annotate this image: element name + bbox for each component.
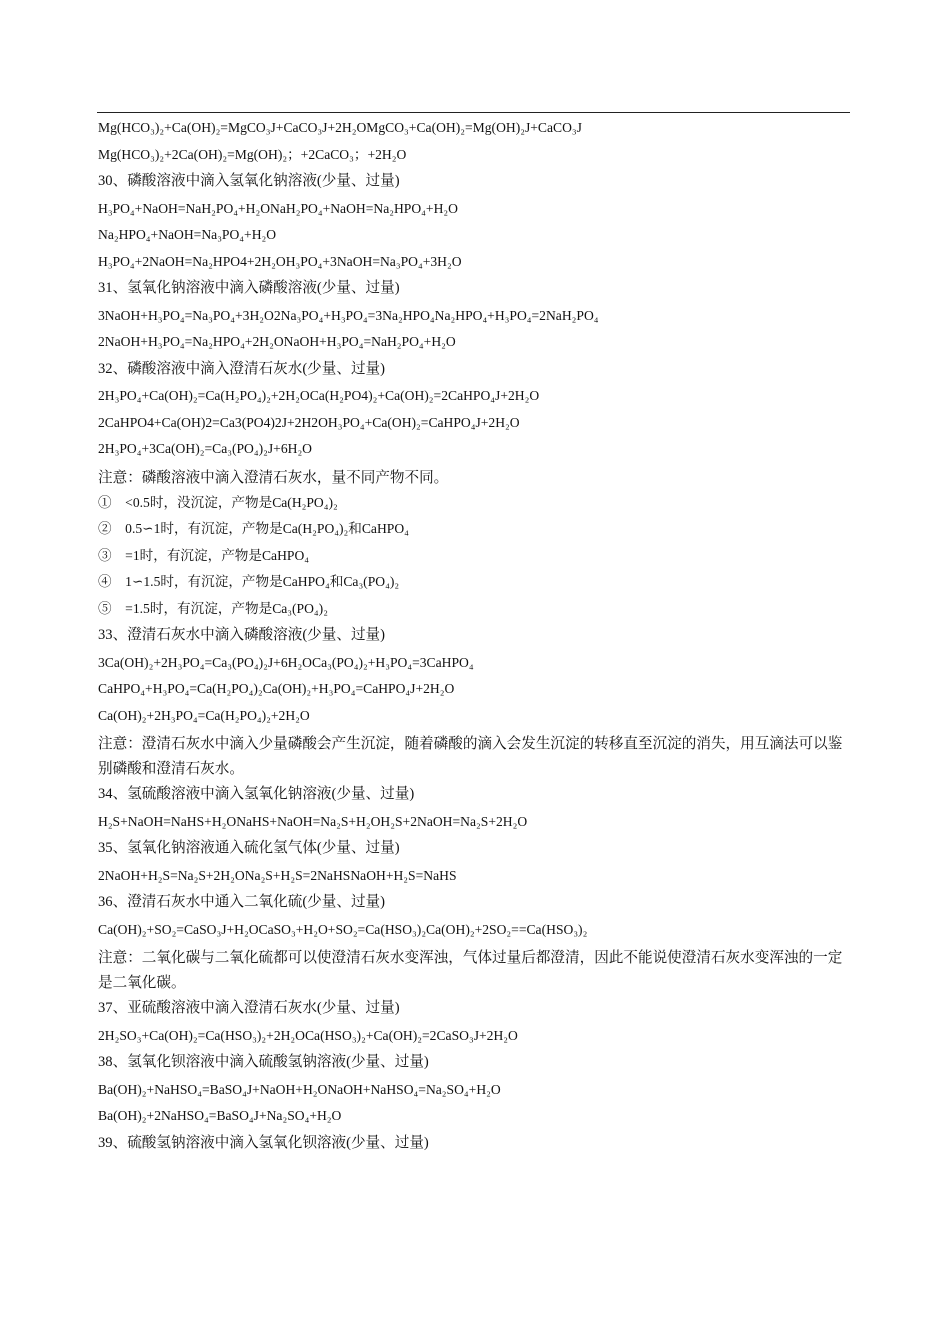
equation-line: Mg(HCO₃)₂+Ca(OH)₂=MgCO₃J+CaCO₃J+2H₂OMgCO₃+Ca(OH)₂=Mg(OH)₂J+CaCO₃J xyxy=(98,120,582,135)
equation-line: Ca(OH)₂+2H₃PO₄=Ca(H₂PO₄)₂+2H₂O xyxy=(98,707,310,723)
section-heading: 30、磷酸溶液中滴入氢氧化钠溶液(少量、过量) xyxy=(98,173,400,189)
note-paragraph: 注意：二氧化碳与二氧化硫都可以使澄清石灰水变浑浊，气体过量后都澄清，因此不能说使澄清石灰水变浑浊的一定是二氧化碳。 xyxy=(98,950,843,991)
equation-line: H₂S+NaOH=NaHS+H₂ONaHS+NaOH=Na₂S+H₂OH₂S+2NaOH=Na₂S+2H₂O xyxy=(98,813,528,829)
note-paragraph: 注意：磷酸溶液中滴入澄清石灰水，量不同产物不同。 xyxy=(98,469,449,486)
section-heading: 35、氢氧化钠溶液通入硫化氢气体(少量、过量) xyxy=(98,840,400,856)
section-heading: 33、澄清石灰水中滴入磷酸溶液(少量、过量) xyxy=(98,627,386,643)
equation-line: H₃PO₄+NaOH=NaH₂PO₄+H₂ONaH₂PO₄+NaOH=Na₂HPO₄+H₂O xyxy=(98,200,458,216)
equation-line: Ba(OH)₂+2NaHSO₄=BaSO₄J+Na₂SO₄+H₂O xyxy=(98,1108,342,1123)
equation-line: CaHPO₄+H₃PO₄=Ca(H₂PO₄)₂Ca(OH)₂+H₃PO₄=CaHPO₄J+2H₂O xyxy=(98,681,455,696)
equation-line: Ba(OH)₂+NaHSO₄=BaSO₄J+NaOH+H₂ONaOH+NaHSO₄=Na₂SO₄+H₂O xyxy=(98,1081,501,1097)
list-item: ④ 1∽1.5时，有沉淀，产物是CaHPO₄和Ca₃(PO₄)₂ xyxy=(98,574,400,589)
equation-line: Ca(OH)₂+SO₂=CaSO₃J+H₂OCaSO₃+H₂O+SO₂=Ca(HSO₃)₂Ca(OH)₂+2SO₂==Ca(HSO₃)₂ xyxy=(98,921,588,937)
list-item: ② 0.5∽1时，有沉淀，产物是Ca(H₂PO₄)₂和CaHPO₄ xyxy=(98,521,409,536)
equation-line: H₃PO₄+2NaOH=Na₂HPO4+2H₂OH₃PO₄+3NaOH=Na₃PO₄+3H₂O xyxy=(98,253,462,269)
list-item: ③ =1时，有沉淀，产物是CaHPO₄ xyxy=(98,547,310,563)
equation-line: 2NaOH+H₃PO₄=Na₂HPO₄+2H₂ONaOH+H₃PO₄=NaH₂PO₄+H₂O xyxy=(98,334,456,349)
equation-line: 2H₂SO₃+Ca(OH)₂=Ca(HSO₃)₂+2H₂OCa(HSO₃)₂+Ca(OH)₂=2CaSO₃J+2H₂O xyxy=(98,1027,518,1043)
equation-line: Na₂HPO₄+NaOH=Na₃PO₄+H₂O xyxy=(98,227,277,242)
equation-line: 2H₃PO₄+Ca(OH)₂=Ca(H₂PO₄)₂+2H₂OCa(H₂PO4)₂+Ca(OH)₂=2CaHPO₄J+2H₂O xyxy=(98,388,540,403)
document-body xyxy=(98,118,850,1160)
header-rule xyxy=(97,112,850,113)
equation-line: 2CaHPO4+Ca(OH)2=Ca3(PO4)2J+2H2OH₃PO₄+Ca(OH)₂=CaHPO₄J+2H₂O xyxy=(98,414,520,430)
equation-line: 3NaOH+H₃PO₄=Na₃PO₄+3H₂O2Na₃PO₄+H₃PO₄=3Na₂HPO₄Na₂HPO₄+H₃PO₄=2NaH₂PO₄ xyxy=(98,307,599,323)
section-heading: 38、氢氧化钡溶液中滴入硫酸氢钠溶液(少量、过量) xyxy=(98,1054,429,1070)
section-heading: 36、澄清石灰水中通入二氧化硫(少量、过量) xyxy=(98,894,386,910)
equation-line: 2NaOH+H₂S=Na₂S+2H₂ONa₂S+H₂S=2NaHSNaOH+H₂S=NaHS xyxy=(98,867,457,883)
equation-line: 3Ca(OH)₂+2H₃PO₄=Ca₃(PO₄)₂J+6H₂OCa₃(PO₄)₂+H₃PO₄=3CaHPO₄ xyxy=(98,654,474,670)
section-heading: 37、亚硫酸溶液中滴入澄清石灰水(少量、过量) xyxy=(98,1000,400,1016)
section-heading: 39、硫酸氢钠溶液中滴入氢氧化钡溶液(少量、过量) xyxy=(98,1134,429,1151)
note-paragraph: 注意：澄清石灰水中滴入少量磷酸会产生沉淀，随着磷酸的滴入会发生沉淀的转移直至沉淀的消失，用互滴法可以鉴别磷酸和澄清石灰水。 xyxy=(98,736,843,777)
list-item: ⑤ =1.5时，有沉淀，产物是Ca₃(PO₄)₂ xyxy=(98,600,328,616)
equation-line: Mg(HCO₃)₂+2Ca(OH)₂=Mg(OH)₂；+2CaCO₃；+2H₂O xyxy=(98,146,407,162)
equation-line: 2H₃PO₄+3Ca(OH)₂=Ca₃(PO₄)₂J+6H₂O xyxy=(98,441,313,456)
section-heading: 34、氢硫酸溶液中滴入氢氧化钠溶液(少量、过量) xyxy=(98,786,415,802)
section-heading: 31、氢氧化钠溶液中滴入磷酸溶液(少量、过量) xyxy=(98,280,400,296)
list-item: ① <0.5时，没沉淀，产物是Ca(H₂PO₄)₂ xyxy=(98,494,338,510)
section-heading: 32、磷酸溶液中滴入澄清石灰水(少量、过量) xyxy=(98,360,386,377)
